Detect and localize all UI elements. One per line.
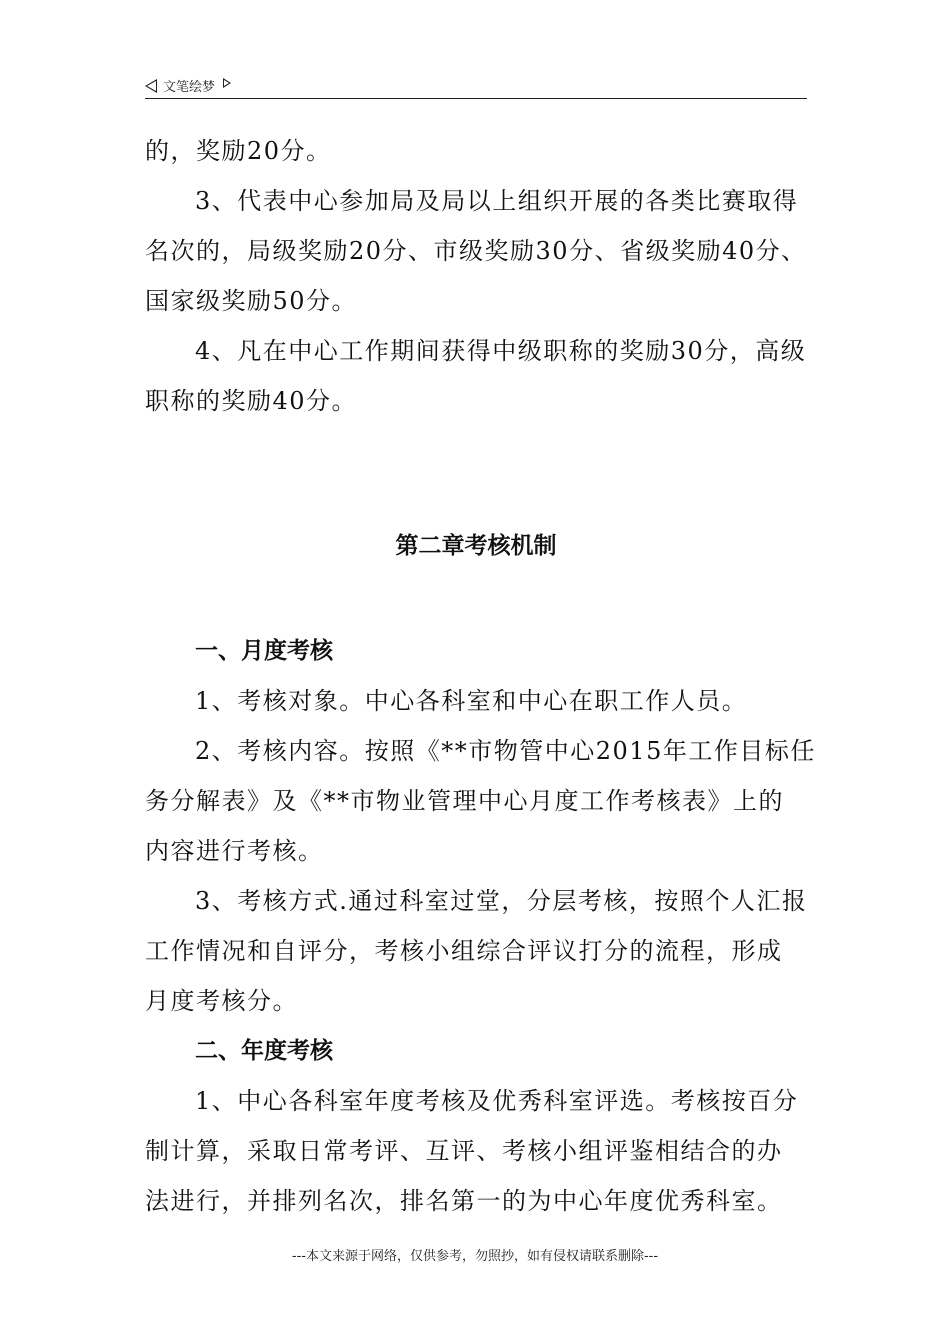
triangle-left-icon: [145, 79, 157, 93]
page-header: [145, 74, 807, 99]
triangle-right-icon: [223, 78, 231, 88]
page-footer: ---本文来源于网络，仅供参考，勿照抄，如有侵权请联系删除---: [291, 1249, 659, 1264]
paragraph-line: 内容进行考核。: [145, 837, 324, 865]
paragraph-line: 1、考核对象。中心各科室和中心在职工作人员。: [195, 687, 748, 715]
section-heading-annual: 二、年度考核: [195, 1038, 333, 1064]
paragraph-line: 职称的奖励40分。: [145, 387, 358, 415]
paragraph-line: 工作情况和自评分，考核小组综合评议打分的流程，形成: [145, 937, 783, 965]
paragraph-line: 法进行，并排列名次，排名第一的为中心年度优秀科室。: [145, 1187, 783, 1215]
paragraph-line: 3、考核方式.通过科室过堂，分层考核，按照个人汇报: [195, 887, 808, 915]
paragraph-line: 2、考核内容。按照《**市物管中心2015年工作目标任: [195, 737, 816, 765]
paragraph-line: 名次的，局级奖励20分、市级奖励30分、省级奖励40分、: [145, 237, 807, 265]
header-brand-text: 文笔绘梦: [163, 80, 216, 95]
paragraph-line: 务分解表》及《**市物业管理中心月度工作考核表》上的: [145, 787, 784, 815]
header-brand: [145, 76, 231, 95]
paragraph-line: 1、中心各科室年度考核及优秀科室评选。考核按百分: [195, 1087, 799, 1115]
spacer: [145, 571, 807, 626]
paragraph-line: 4、凡在中心工作期间获得中级职称的奖励30分，高级: [195, 337, 807, 365]
paragraph-line: 3、代表中心参加局及局以上组织开展的各类比赛取得: [195, 187, 799, 215]
paragraph-line: 的，奖励20分。: [145, 137, 332, 165]
paragraph-line: 月度考核分。: [145, 987, 298, 1015]
paragraph-line: 制计算，采取日常考评、互评、考核小组评鉴相结合的办: [145, 1137, 783, 1165]
spacer: [145, 426, 807, 521]
section-heading-monthly: 一、月度考核: [195, 638, 333, 664]
chapter-title: 第二章考核机制: [395, 533, 557, 559]
paragraph-line: 国家级奖励50分。: [145, 287, 358, 315]
document-body: [145, 126, 816, 1226]
